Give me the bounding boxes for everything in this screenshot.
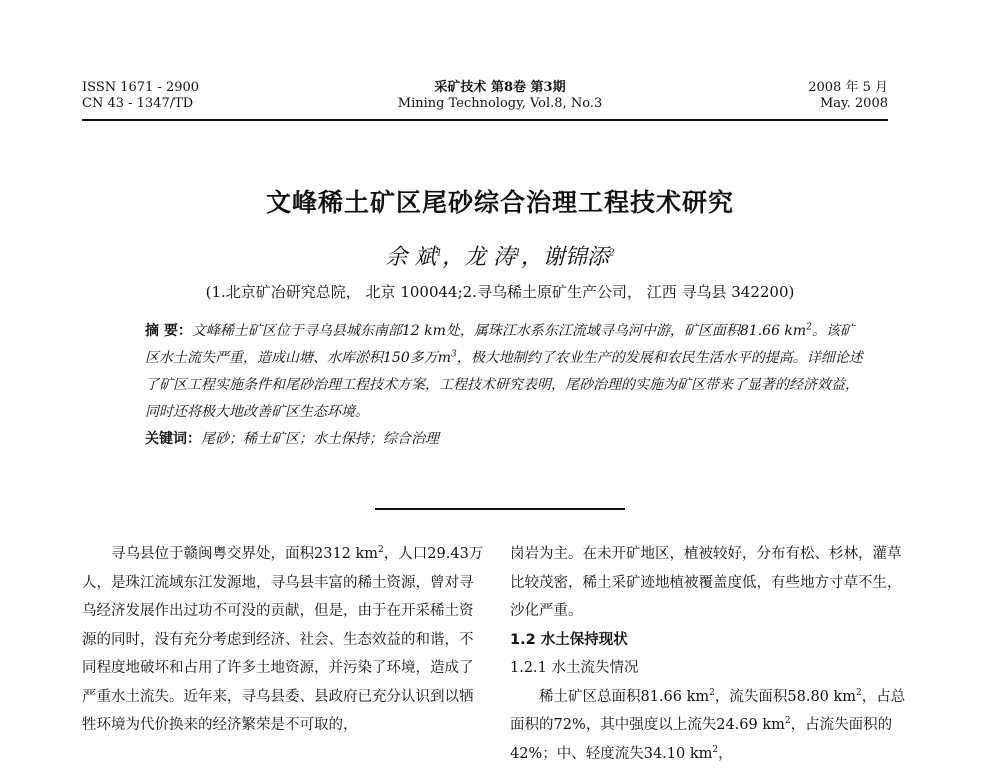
sup-km2: 2 [378,545,384,555]
body-column-left [82,540,484,740]
body-text: 稀土矿区总面积81.66 km [539,689,709,705]
abstract-sup-km2: 2 [806,322,812,332]
body-text: ，占总面积的72%，其中强度以上流失24.69 km [510,689,905,734]
sup-km2: 2 [856,688,862,698]
abstract-text-2: 。该矿区水土流失严重，造成山塘、水库淤积150多万m [145,323,854,366]
keywords-label: 关键词： [145,431,201,447]
abstract-label: 摘 要： [145,323,192,339]
author-1-aff: 1 [436,249,442,259]
affiliation: (1.北京矿冶研究总院， 北京 100044;2.寻乌稀土原矿生产公司， 江西 寻乌县 342200) [0,281,1000,302]
authors [0,240,1000,271]
body-text: ， [718,746,733,762]
body-paragraph [510,683,912,768]
journal-en: Mining Technology, Vol.8, No.3 [300,96,700,112]
author-sep: ， [521,245,543,270]
subsection-heading: 1.2.1 水土流失情况 [510,654,912,683]
author-sep: ， [442,245,464,270]
section-heading: 1.2 水土保持现状 [510,626,912,655]
author-2-aff: 1 [515,249,521,259]
author-3: 谢锦添 [543,245,609,270]
body-text: ，流失面积58.80 km [715,689,856,705]
header-rule [82,119,888,121]
body-text: 寻乌县位于赣闽粤交界处，面积2312 km [111,546,378,562]
paper-title: 文峰稀土矿区尾砂综合治理工程技术研究 [0,183,1000,219]
author-2: 龙 涛 [464,245,515,270]
date-en: May. 2008 [808,96,888,112]
sup-km2: 2 [785,716,791,726]
journal-cn: 采矿技术 第8卷 第3期 [300,80,700,96]
sup-km2: 2 [709,688,715,698]
abstract [145,318,865,453]
header-right [808,80,888,112]
abstract-text-1: 文峰稀土矿区位于寻乌县城东南部12 km处，属珠江水系东江流域寻乌河中游，矿区面积81.66 km [192,323,806,339]
sup-km2: 2 [712,745,718,755]
body-paragraph [82,540,484,740]
abstract-text-3: ，极大地制约了农业生产的发展和农民生活水平的提高。详细论述了矿区工程实施条件和尾砂治理工程技术方案，工程技术研究表明，尾砂治理的实施为矿区带来了显著的经济效益，同时还将极大地改善矿区生态环境。 [145,350,863,420]
abstract-sup-m3: 3 [451,349,457,359]
abstract-separator [375,508,625,510]
issn: ISSN 1671 - 2900 [82,80,199,96]
author-1: 余 斌 [385,245,436,270]
keywords-text: 尾砂；稀土矿区；水土保持；综合治理 [201,431,439,447]
body-text: ，人口29.43万人，是珠江流域东江发源地，寻乌县丰富的稀土资源，曾对寻乌经济发展作出过功不可没的贡献，但是，由于在开采稀土资源的同时，没有充分考虑到经济、社会、生态效益的和谐，不同程度地破坏和占用了许多土地资源，并污染了环境，造成了严重水土流失。近年来，寻乌县委、县政府已充分认识到以牺牲环境为代价换来的经济繁荣是不可取的， [82,546,483,733]
body-column-right [510,540,912,768]
keywords [145,426,865,453]
cn-number: CN 43 - 1347/TD [82,96,199,112]
abstract-body [145,318,865,426]
author-3-aff: 2 [609,249,615,259]
body-paragraph: 岗岩为主。在未开矿地区，植被较好，分布有松、杉林，灌草比较茂密，稀土采矿迹地植被覆盖度低，有些地方寸草不生，沙化严重。 [510,540,912,626]
header-center [300,80,700,112]
header-left [82,80,199,112]
date-cn: 2008 年 5 月 [808,80,888,96]
body-text: ，占流失面积的42%；中、轻度流失34.10 km [510,717,892,762]
